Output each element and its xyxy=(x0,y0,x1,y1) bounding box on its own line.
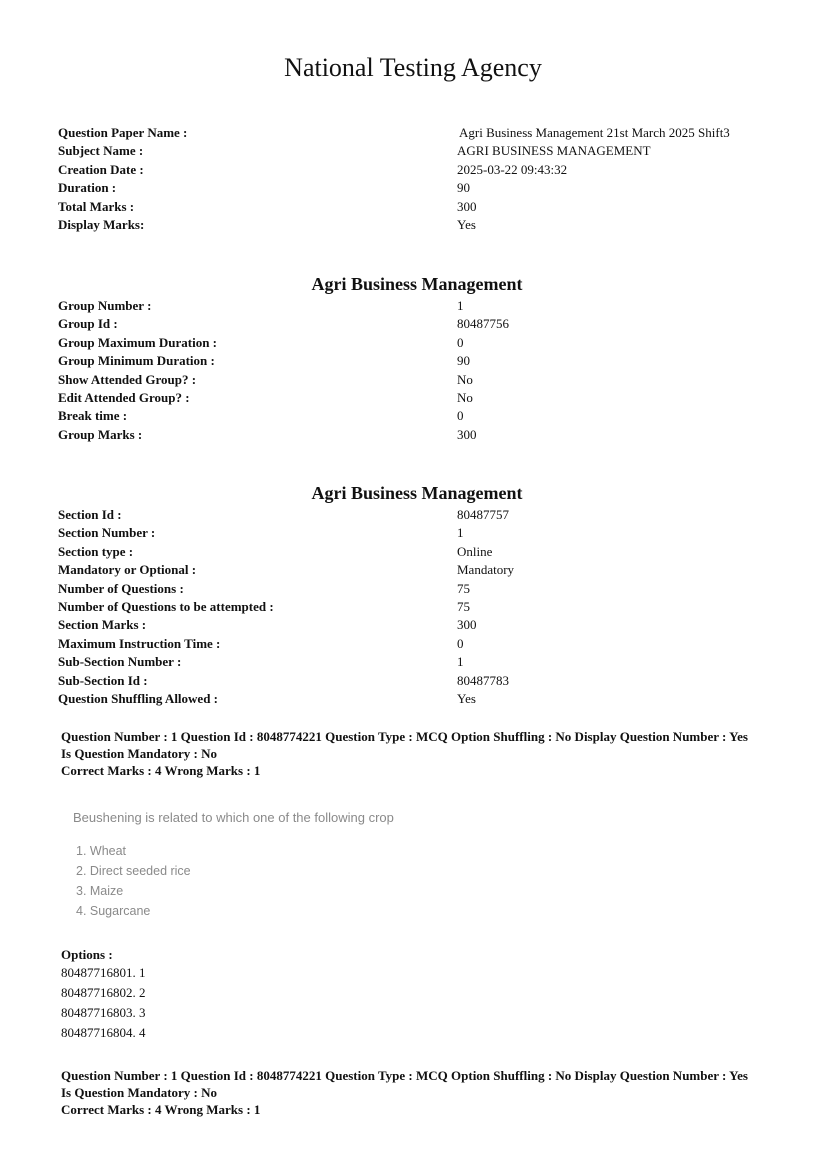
field-value: 0 xyxy=(457,408,464,424)
group-row xyxy=(58,352,778,370)
group-row xyxy=(58,297,778,315)
question-meta-line: Question Number : 1 Question Id : 8048774221 Question Type : MCQ Option Shuffling : No Display Question Number : Yes xyxy=(61,729,748,744)
field-value: Yes xyxy=(457,216,476,232)
question-choice: 1. Wheat xyxy=(76,844,127,858)
group-row xyxy=(58,389,778,407)
question-marks-line: Correct Marks : 4 Wrong Marks : 1 xyxy=(61,1102,261,1117)
field-label: Display Marks: xyxy=(58,216,145,232)
question-meta-line: Question Number : 1 Question Id : 8048774221 Question Type : MCQ Option Shuffling : No Display Question Number : Yes xyxy=(61,1068,748,1083)
field-label: Group Maximum Duration : xyxy=(58,334,218,350)
section-row xyxy=(58,524,778,542)
option-item: 80487716801. 1 xyxy=(61,965,146,980)
question-marks-line: Correct Marks : 4 Wrong Marks : 1 xyxy=(61,763,261,778)
section-title: Agri Business Management xyxy=(311,483,523,503)
field-label: Subject Name : xyxy=(58,143,144,159)
display-marks-row xyxy=(58,216,778,234)
field-value: 75 xyxy=(457,580,470,596)
field-value: 80487756 xyxy=(457,316,509,332)
question-header xyxy=(61,729,781,780)
field-label: Total Marks : xyxy=(58,198,135,214)
question-mandatory-line: Is Question Mandatory : No xyxy=(61,1084,218,1100)
field-label: Mandatory or Optional : xyxy=(58,562,197,578)
field-value: 80487783 xyxy=(457,672,509,688)
field-value: 0 xyxy=(457,334,464,350)
question-choice: 3. Maize xyxy=(76,884,124,898)
field-label: Group Marks : xyxy=(58,426,143,442)
field-label: Maximum Instruction Time : xyxy=(58,635,221,651)
field-label: Number of Questions to be attempted : xyxy=(58,598,274,614)
field-value: 300 xyxy=(457,198,477,214)
question-header xyxy=(61,1068,781,1119)
section-info-table xyxy=(58,506,778,708)
field-label: Section type : xyxy=(58,543,134,559)
group-row xyxy=(58,426,778,444)
field-value: 1 xyxy=(457,525,464,541)
field-value: 1 xyxy=(457,654,464,670)
creation-date-row xyxy=(58,161,778,179)
paper-info-table xyxy=(58,124,778,234)
group-row xyxy=(58,371,778,389)
field-label: Show Attended Group? : xyxy=(58,371,197,387)
question-image xyxy=(62,800,462,930)
options-label: Options : xyxy=(61,947,113,962)
section-row xyxy=(58,635,778,653)
field-value: Yes xyxy=(457,690,476,706)
field-value: 300 xyxy=(457,617,477,633)
group-title: Agri Business Management xyxy=(311,274,523,294)
field-value: AGRI BUSINESS MANAGEMENT xyxy=(457,143,651,159)
field-value: Mandatory xyxy=(457,562,515,578)
question-choice: 2. Direct seeded rice xyxy=(76,864,191,878)
field-value: 300 xyxy=(457,426,477,442)
field-label: Section Marks : xyxy=(58,617,147,633)
field-label: Sub-Section Number : xyxy=(58,654,182,670)
field-label: Question Paper Name : xyxy=(58,125,188,140)
field-value: 90 xyxy=(457,353,470,369)
options-list xyxy=(61,964,146,1044)
field-value: No xyxy=(457,371,473,387)
field-value: 80487757 xyxy=(457,507,509,522)
paper-name-row xyxy=(58,124,778,142)
option-item: 80487716803. 3 xyxy=(61,1005,146,1020)
group-info-table xyxy=(58,297,778,444)
option-item: 80487716802. 2 xyxy=(61,985,146,1000)
section-row xyxy=(58,543,778,561)
duration-row xyxy=(58,179,778,197)
option-item: 80487716804. 4 xyxy=(61,1025,146,1040)
field-label: Sub-Section Id : xyxy=(58,672,148,688)
section-row xyxy=(58,653,778,671)
section-row xyxy=(58,506,778,524)
question-mandatory-line: Is Question Mandatory : No xyxy=(61,745,218,761)
section-row xyxy=(58,598,778,616)
question-choice: 4. Sugarcane xyxy=(76,904,151,918)
field-value: 75 xyxy=(457,598,470,614)
field-label: Group Id : xyxy=(58,316,118,332)
section-row xyxy=(58,672,778,690)
field-label: Number of Questions : xyxy=(58,580,184,596)
section-row xyxy=(58,690,778,708)
field-label: Creation Date : xyxy=(58,161,144,177)
section-row xyxy=(58,616,778,634)
group-row xyxy=(58,407,778,425)
page-title: National Testing Agency xyxy=(284,53,542,82)
question-stem: Beushening is related to which one of the following crop xyxy=(73,810,394,825)
field-value: 1 xyxy=(457,298,464,313)
group-row xyxy=(58,315,778,333)
field-value: Online xyxy=(457,543,493,559)
field-value: Agri Business Management 21st March 2025 Shift3 xyxy=(459,125,730,140)
field-value: 2025-03-22 09:43:32 xyxy=(457,161,568,177)
field-label: Question Shuffling Allowed : xyxy=(58,690,219,706)
field-label: Group Number : xyxy=(58,298,152,313)
section-row xyxy=(58,561,778,579)
field-value: No xyxy=(457,389,473,405)
field-value: 0 xyxy=(457,635,464,651)
field-label: Duration : xyxy=(58,180,117,196)
field-label: Group Minimum Duration : xyxy=(58,353,215,369)
field-label: Section Number : xyxy=(58,525,156,541)
group-row xyxy=(58,334,778,352)
field-value: 90 xyxy=(457,180,470,196)
subject-name-row xyxy=(58,142,778,160)
field-label: Edit Attended Group? : xyxy=(58,389,190,405)
section-row xyxy=(58,580,778,598)
field-label: Section Id : xyxy=(58,507,122,522)
total-marks-row xyxy=(58,198,778,216)
field-label: Break time : xyxy=(58,408,128,424)
